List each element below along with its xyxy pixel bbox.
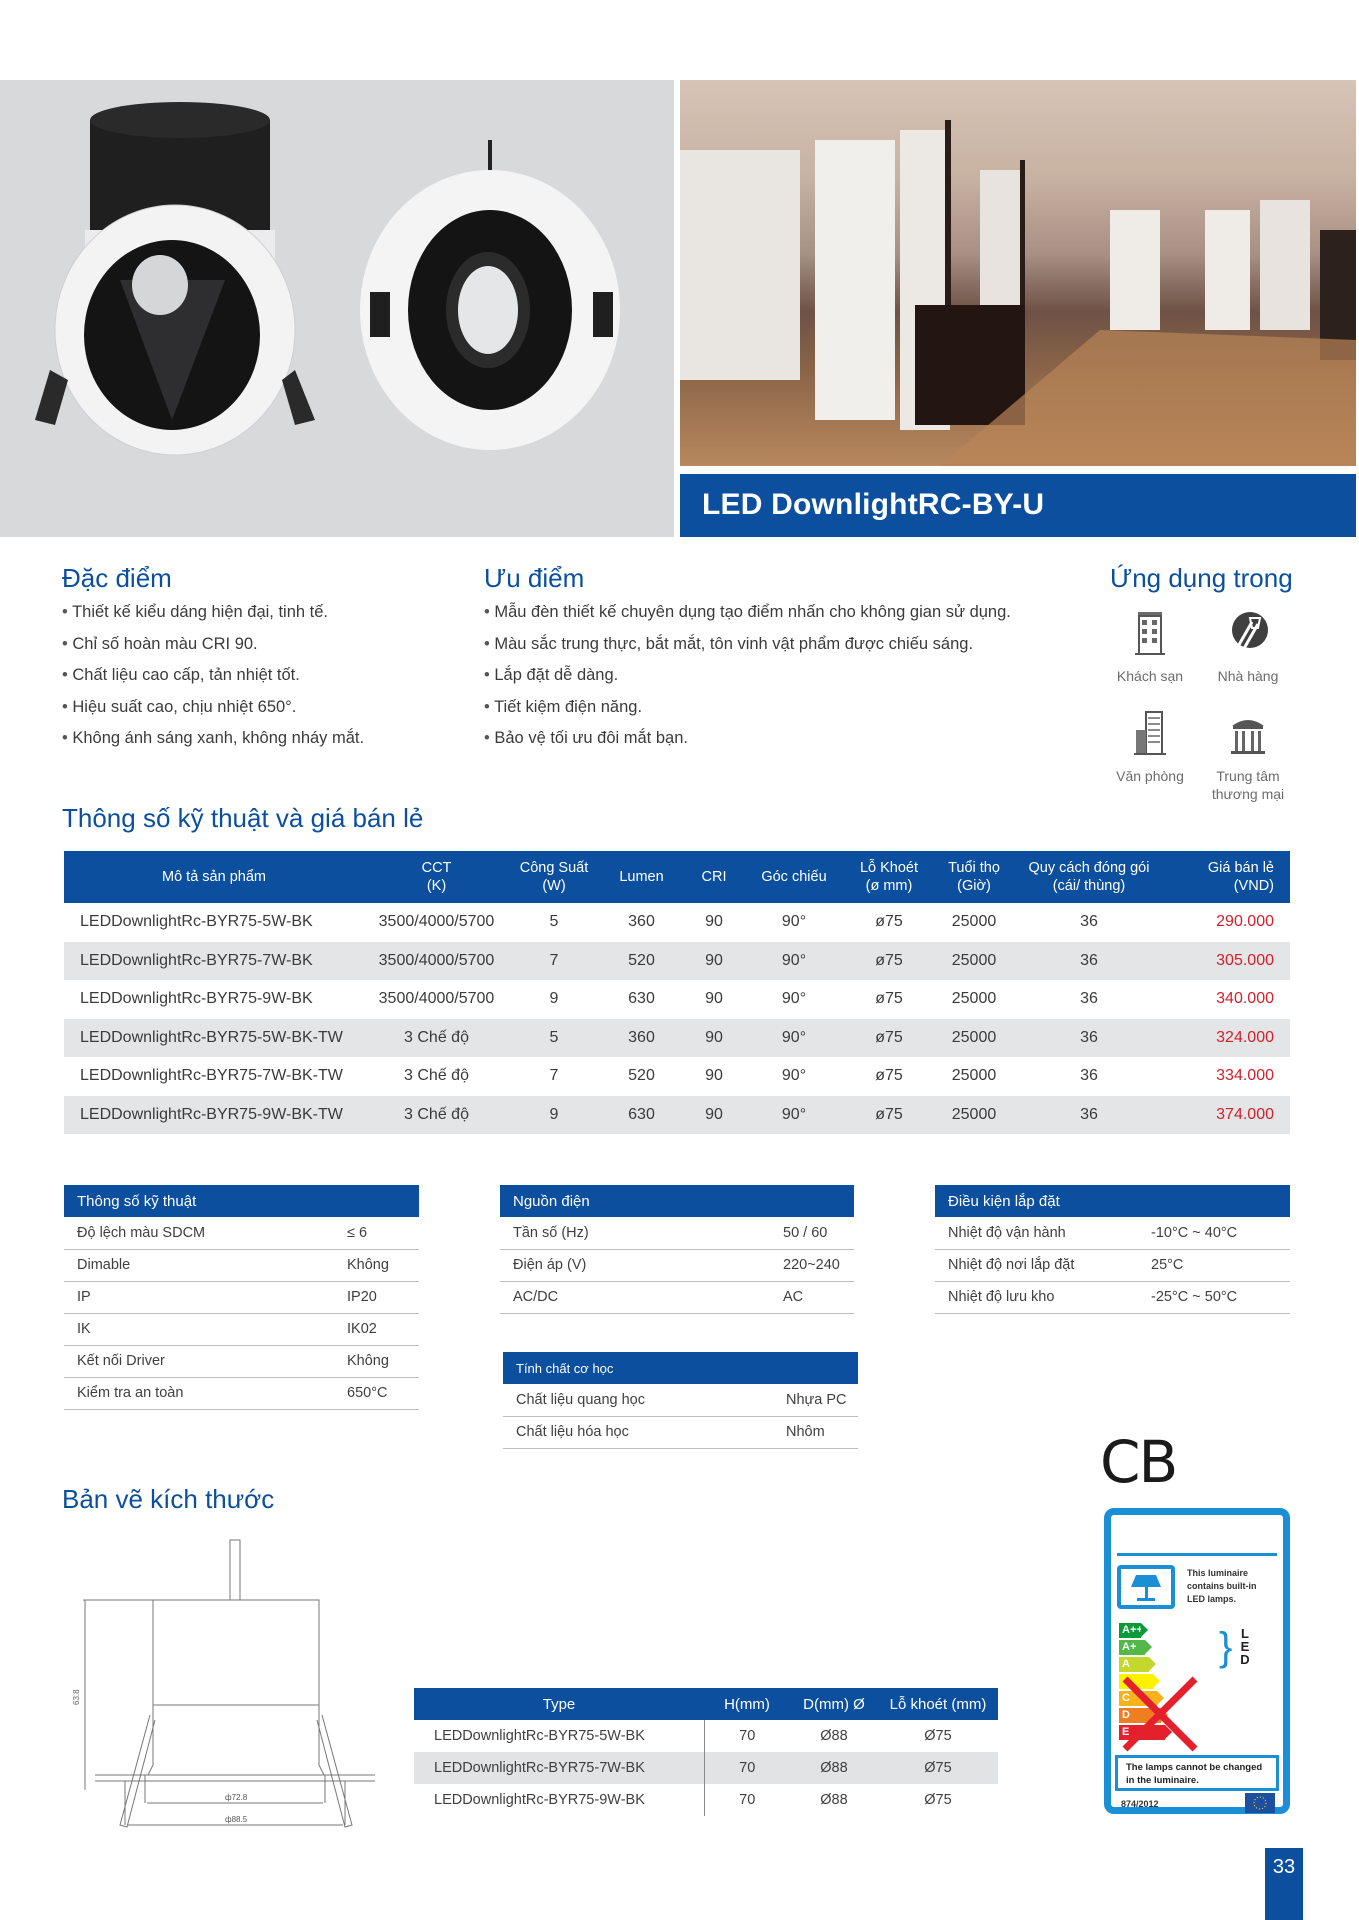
table-row (414, 1752, 998, 1784)
col-lifetime: Tuổi thọ (Giờ) (934, 851, 1014, 903)
cell-cutout: Ø75 (924, 1728, 952, 1744)
application-label: Trung tâm (1216, 768, 1280, 784)
cell-diameter: Ø88 (820, 1792, 848, 1808)
cell-cri: 90 (684, 942, 744, 981)
col-power: Công Suất (W) (509, 851, 599, 903)
cell-lifetime: 25000 (934, 942, 1014, 981)
feature-item: • Thiết kế kiểu dáng hiện đại, tinh tế. (62, 597, 364, 629)
application-label: Văn phòng (1116, 768, 1184, 784)
spec-row (500, 1217, 854, 1249)
cell-cct: 3 Chế độ (404, 1067, 469, 1085)
feature-item: • Chỉ số hoàn màu CRI 90. (62, 629, 364, 661)
col-cri: CRI (684, 851, 744, 903)
spec-value: IP20 (334, 1281, 419, 1313)
cell-price: 290.000 (1216, 913, 1274, 931)
mall-storefront-icon (1228, 710, 1268, 756)
table-row (64, 980, 1290, 1019)
energy-class-bar: A++ (1119, 1623, 1141, 1638)
price-table (64, 851, 1290, 1134)
dimension-table-header (414, 1688, 998, 1720)
application-office (1100, 710, 1200, 785)
table-row (64, 1096, 1290, 1135)
spec-value: Không (334, 1249, 419, 1281)
cell-power: 9 (549, 990, 559, 1008)
col-beam-angle: Góc chiếu (744, 851, 844, 903)
cell-angle: 90° (781, 990, 807, 1008)
height-label: 63.8 (72, 1689, 81, 1705)
cb-certification-mark: CB (1100, 1428, 1177, 1496)
table-row (64, 942, 1290, 981)
outer-diameter-label: ф88.5 (225, 1815, 248, 1824)
advantage-item: • Lắp đặt dễ dàng. (484, 660, 1011, 692)
led-vertical-text: L E D (1240, 1626, 1250, 1667)
cell-power: 7 (549, 1067, 559, 1085)
col-packing: Quy cách đóng gói (cái/ thùng) (1014, 851, 1164, 903)
advantages-section (484, 563, 1011, 755)
dimension-drawing (55, 1535, 415, 1835)
application-hotel (1100, 610, 1200, 685)
spec-value: IK02 (334, 1313, 419, 1345)
spec-row (500, 1281, 854, 1313)
energy-label-divider (1117, 1553, 1277, 1556)
table-row (414, 1784, 998, 1816)
downlight-product-illustration (0, 80, 674, 537)
spec-row (64, 1313, 419, 1345)
spec-key: Kết nối Driver (64, 1345, 334, 1377)
cell-description: LEDDownlightRc-BYR75-9W-BK-TW (64, 1096, 364, 1135)
spec-row (935, 1217, 1290, 1249)
spec-value: Nhôm (773, 1416, 858, 1448)
page-number: 33 (1265, 1848, 1303, 1920)
col-cct: CCT (K) (364, 851, 509, 903)
spec-row (64, 1217, 419, 1249)
cell-cutout: ø75 (875, 913, 903, 931)
cell-description: LEDDownlightRc-BYR75-7W-BK (64, 942, 364, 981)
lamp-note: The lamps cannot be changed in the luminaire. (1115, 1755, 1279, 1791)
cell-cutout: Ø75 (878, 1752, 998, 1784)
cell-cutout: ø75 (844, 942, 934, 981)
spec-row (64, 1377, 419, 1409)
price-table-heading: Thông số kỹ thuật và giá bán lẻ (62, 803, 424, 833)
cell-packing: 36 (1080, 990, 1098, 1008)
col-description: Mô tả sản phẩm (64, 851, 364, 903)
mechanical-heading: Tính chất cơ học (503, 1352, 858, 1384)
advantages-heading: Ưu điểm (484, 563, 585, 593)
cell-cct: 3 Chế độ (364, 1019, 509, 1058)
cell-lifetime: 25000 (951, 990, 997, 1008)
cell-angle: 90° (744, 1019, 844, 1058)
power-source-heading: Nguồn điện (500, 1185, 854, 1217)
feature-item: • Hiệu suất cao, chịu nhiệt 650°. (62, 692, 364, 724)
cell-cri: 90 (684, 1096, 744, 1135)
cell-angle: 90° (744, 942, 844, 981)
features-list (62, 597, 364, 755)
cell-lifetime: 25000 (934, 1019, 1014, 1058)
spec-key: IK (64, 1313, 334, 1345)
price-table-header (64, 851, 1290, 903)
spec-row (503, 1384, 858, 1416)
spec-key: Dimable (64, 1249, 334, 1281)
cell-type: LEDDownlightRc-BYR75-9W-BK (414, 1784, 704, 1816)
col-height: H(mm) (704, 1688, 790, 1720)
energy-class-bar: E (1119, 1725, 1165, 1740)
cell-diameter: Ø88 (820, 1728, 848, 1744)
application-label: Nhà hàng (1217, 668, 1279, 684)
install-conditions-heading: Điều kiện lắp đặt (935, 1185, 1290, 1217)
install-conditions-table (935, 1185, 1290, 1314)
energy-class-bar: C (1119, 1691, 1157, 1706)
cell-lumen: 630 (599, 1096, 684, 1135)
cell-power: 9 (509, 1096, 599, 1135)
cell-lumen: 520 (628, 1067, 655, 1085)
cell-angle: 90° (781, 913, 807, 931)
energy-label (1104, 1508, 1290, 1814)
spec-value: 25°C (1138, 1249, 1290, 1281)
spec-value: AC (770, 1281, 854, 1313)
regulation-number: 874/2012 (1121, 1799, 1159, 1809)
spec-row (503, 1416, 858, 1448)
spec-value: Nhựa PC (773, 1384, 858, 1416)
inner-diameter-label: ф72.8 (225, 1793, 248, 1802)
spec-value: -25°C ~ 50°C (1138, 1281, 1290, 1313)
spec-key: Độ lệch màu SDCM (64, 1217, 334, 1249)
cell-packing: 36 (1080, 913, 1098, 931)
table-row (64, 903, 1290, 942)
energy-class-bar: A+ (1119, 1640, 1145, 1655)
cell-height: 70 (739, 1792, 756, 1808)
cell-packing: 36 (1014, 1019, 1164, 1058)
spec-key: Chất liệu quang học (503, 1384, 773, 1416)
cell-angle: 90° (744, 1096, 844, 1135)
downlight-technical-drawing (55, 1535, 415, 1835)
cell-packing: 36 (1014, 942, 1164, 981)
advantage-item: • Màu sắc trung thực, bắt mắt, tôn vinh vật phẩm được chiếu sáng. (484, 629, 1011, 661)
table-row (64, 1057, 1290, 1096)
application-label: Khách sạn (1116, 668, 1184, 684)
cell-lumen: 360 (628, 913, 655, 931)
lamp-icon (1117, 1565, 1175, 1609)
cell-height: 70 (704, 1752, 790, 1784)
application-label: thương mại (1211, 786, 1285, 802)
cell-cutout: Ø75 (924, 1792, 952, 1808)
cell-price: 340.000 (1216, 990, 1274, 1008)
spec-row (935, 1281, 1290, 1313)
advantage-item: • Tiết kiệm điện năng. (484, 692, 1011, 724)
features-section (62, 563, 364, 755)
mechanical-table (503, 1352, 858, 1449)
features-heading: Đặc điểm (62, 563, 172, 593)
spec-row (64, 1249, 419, 1281)
cell-cri: 90 (705, 913, 723, 931)
energy-class-bar: A (1119, 1657, 1149, 1672)
col-cutout: Lỗ khoét (mm) (878, 1688, 998, 1720)
application-mall (1198, 710, 1298, 803)
cell-cct: 3500/4000/5700 (378, 990, 495, 1008)
cell-cri: 90 (684, 1019, 744, 1058)
cell-cct: 3 Chế độ (364, 1096, 509, 1135)
spec-key: Nhiệt độ vận hành (935, 1217, 1138, 1249)
crossed-out-icon (1121, 1675, 1199, 1753)
cell-cutout: ø75 (875, 1067, 903, 1085)
brace-icon: } (1219, 1625, 1233, 1669)
cell-description: LEDDownlightRc-BYR75-5W-BK (80, 913, 313, 931)
energy-class-bar: D (1119, 1708, 1161, 1723)
cell-cutout: ø75 (844, 1019, 934, 1058)
spec-value: 50 / 60 (770, 1217, 854, 1249)
luminaire-text: This luminaire contains built-in LED lamps. (1187, 1568, 1257, 1604)
dimension-table (414, 1688, 998, 1816)
cell-power: 7 (509, 942, 599, 981)
cell-lifetime: 25000 (951, 1067, 997, 1085)
cell-type: LEDDownlightRc-BYR75-7W-BK (414, 1752, 704, 1784)
hotel-lobby-illustration (680, 80, 1356, 466)
spec-row (935, 1249, 1290, 1281)
spec-value: ≤ 6 (334, 1217, 419, 1249)
cell-description: LEDDownlightRc-BYR75-5W-BK-TW (64, 1019, 364, 1058)
spec-value: 650°C (334, 1377, 419, 1409)
cell-diameter: Ø88 (790, 1752, 878, 1784)
spec-key: Nhiệt độ nơi lắp đặt (935, 1249, 1138, 1281)
cell-description: LEDDownlightRc-BYR75-9W-BK (80, 990, 313, 1008)
cell-description: LEDDownlightRc-BYR75-7W-BK-TW (80, 1067, 343, 1085)
spec-value: 220~240 (770, 1249, 854, 1281)
eu-flag-icon (1245, 1793, 1275, 1813)
spec-key: Điện áp (V) (500, 1249, 770, 1281)
spec-row (64, 1345, 419, 1377)
spec-key: Kiểm tra an toàn (64, 1377, 334, 1409)
product-photo (0, 80, 674, 537)
cell-cutout: ø75 (844, 1096, 934, 1135)
hotel-building-icon (1130, 610, 1170, 656)
cell-lifetime: 25000 (951, 913, 997, 931)
col-type: Type (414, 1688, 704, 1720)
cell-lumen: 630 (628, 990, 655, 1008)
feature-item: • Chất liệu cao cấp, tản nhiệt tốt. (62, 660, 364, 692)
advantage-item: • Bảo vệ tối ưu đôi mắt bạn. (484, 723, 1011, 755)
cell-price: 334.000 (1216, 1067, 1274, 1085)
cell-price: 324.000 (1164, 1019, 1290, 1058)
cell-cri: 90 (705, 990, 723, 1008)
table-row (64, 1019, 1290, 1058)
table-row (414, 1720, 998, 1752)
spec-key: IP (64, 1281, 334, 1313)
cell-lifetime: 25000 (934, 1096, 1014, 1135)
cell-lumen: 360 (599, 1019, 684, 1058)
office-building-icon (1130, 710, 1170, 756)
cell-cri: 90 (705, 1067, 723, 1085)
cell-packing: 36 (1014, 1096, 1164, 1135)
advantage-item: • Mẫu đèn thiết kế chuyên dụng tạo điểm nhấn cho không gian sử dụng. (484, 597, 1011, 629)
spec-key: Chất liệu hóa học (503, 1416, 773, 1448)
power-source-table (500, 1185, 854, 1314)
feature-item: • Không ánh sáng xanh, không nháy mắt. (62, 723, 364, 755)
cell-power: 5 (509, 1019, 599, 1058)
cell-price: 305.000 (1164, 942, 1290, 981)
restaurant-fork-knife-icon (1228, 610, 1268, 656)
cell-power: 5 (549, 913, 559, 931)
product-title-bar (680, 474, 1356, 537)
col-lumen: Lumen (599, 851, 684, 903)
spec-key: AC/DC (500, 1281, 770, 1313)
cell-height: 70 (739, 1728, 756, 1744)
tech-specs-heading: Thông số kỹ thuật (64, 1185, 419, 1217)
applications-heading: Ứng dụng trong (1110, 563, 1293, 593)
spec-value: Không (334, 1345, 419, 1377)
cell-cct: 3500/4000/5700 (378, 913, 495, 931)
spec-key: Tần số (Hz) (500, 1217, 770, 1249)
col-diameter: D(mm) Ø (790, 1688, 878, 1720)
application-photo (680, 80, 1356, 466)
spec-row (64, 1281, 419, 1313)
cell-cct: 3500/4000/5700 (364, 942, 509, 981)
col-retail-price: Giá bán lẻ (VND) (1164, 851, 1290, 903)
application-restaurant (1198, 610, 1298, 685)
cell-price: 374.000 (1164, 1096, 1290, 1135)
tech-specs-table (64, 1185, 419, 1410)
spec-key: Nhiệt độ lưu kho (935, 1281, 1138, 1313)
col-cutout: Lỗ Khoét (ø mm) (844, 851, 934, 903)
cell-angle: 90° (781, 1067, 807, 1085)
dimension-drawing-heading: Bản vẽ kích thước (62, 1484, 275, 1514)
cell-type: LEDDownlightRc-BYR75-5W-BK (414, 1720, 704, 1752)
cell-packing: 36 (1080, 1067, 1098, 1085)
advantages-list (484, 597, 1011, 755)
product-title: LED DownlightRC-BY-U (702, 488, 1045, 521)
cell-lumen: 520 (599, 942, 684, 981)
cell-cutout: ø75 (875, 990, 903, 1008)
spec-value: -10°C ~ 40°C (1138, 1217, 1290, 1249)
spec-row (500, 1249, 854, 1281)
